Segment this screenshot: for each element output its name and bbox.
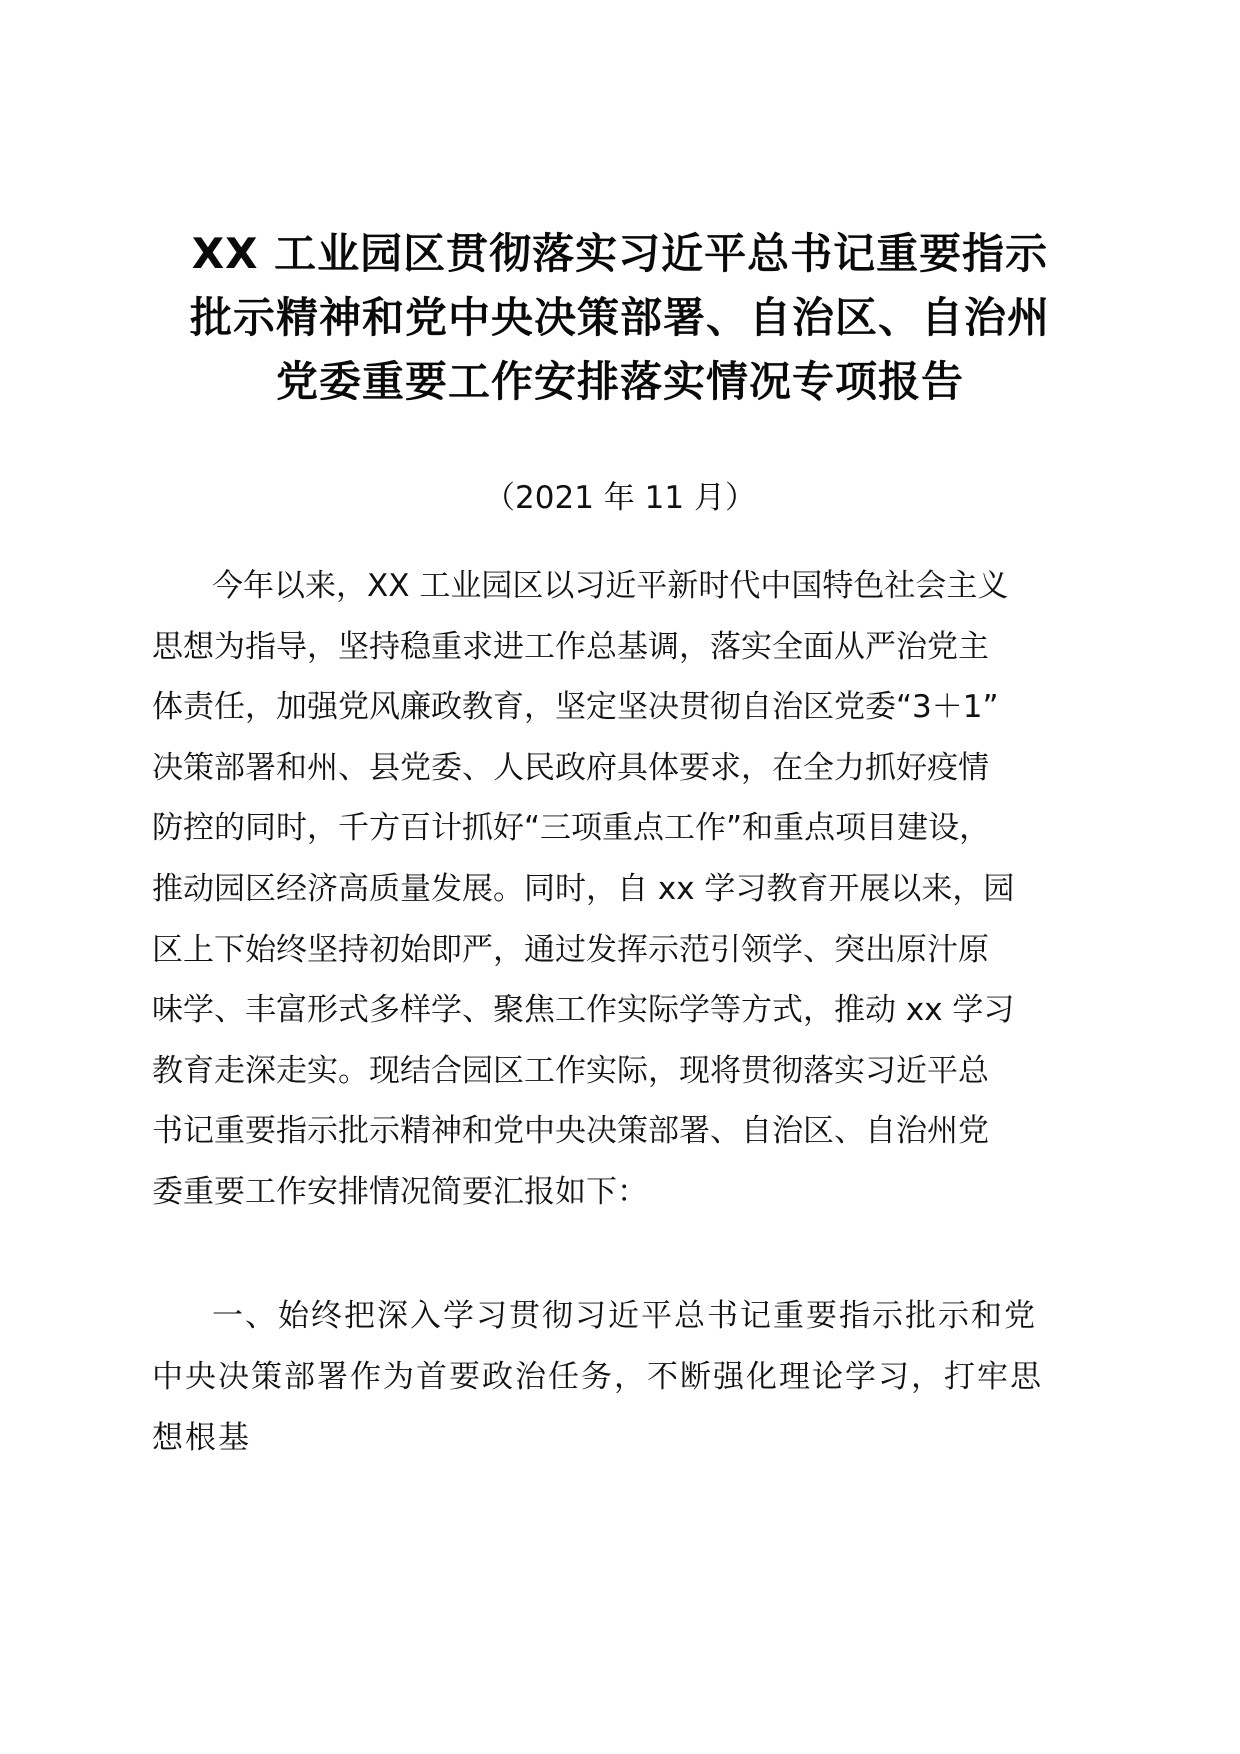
document-title (100, 222, 1140, 414)
report-date: （2021 年 11 月） (484, 480, 756, 516)
paragraph-line: 今年以来，XX 工业园区以习近平新时代中国特色社会主义 (212, 568, 1009, 604)
paragraph-line: 体责任，加强党风廉政教育，坚定坚决贯彻自治区党委“3＋1” (152, 689, 999, 726)
section-heading-line: 一、始终把深入学习贯彻习近平总书记重要指示批示和党 (212, 1298, 1037, 1334)
title-line-1: XX 工业园区贯彻落实习近平总书记重要指示 (191, 229, 1049, 278)
paragraph-line: 委重要工作安排情况简要汇报如下： (152, 1173, 648, 1210)
paragraph-line: 决策部署和州、县党委、人民政府具体要求，在全力抓好疫情 (152, 749, 989, 786)
title-line-3: 党委重要工作安排落实情况专项报告 (275, 357, 964, 406)
section-heading-1 (152, 1286, 1092, 1469)
section-heading-line: 中央决策部署作为首要政治任务，不断强化理论学习，打牢思 (152, 1359, 1043, 1395)
section-heading-line: 想根基 (152, 1420, 251, 1456)
intro-paragraph (152, 556, 1092, 1223)
paragraph-line: 书记重要指示批示精神和党中央决策部署、自治区、自治州党 (152, 1113, 989, 1150)
paragraph-line: 区上下始终坚持初始即严，通过发挥示范引领学、突出原汁原 (152, 931, 989, 968)
paragraph-line: 教育走深走实。现结合园区工作实际，现将贯彻落实习近平总 (152, 1052, 989, 1089)
paragraph-line: 味学、丰富形式多样学、聚焦工作实际学等方式，推动 xx 学习 (152, 992, 1015, 1029)
title-line-2: 批示精神和党中央决策部署、自治区、自治州 (189, 293, 1050, 342)
paragraph-line: 推动园区经济高质量发展。同时，自 xx 学习教育开展以来，园 (152, 870, 1015, 907)
paragraph-line: 思想为指导，坚持稳重求进工作总基调，落实全面从严治党主 (152, 628, 989, 665)
paragraph-line: 防控的同时，千方百计抓好“三项重点工作”和重点项目建设， (152, 810, 991, 847)
